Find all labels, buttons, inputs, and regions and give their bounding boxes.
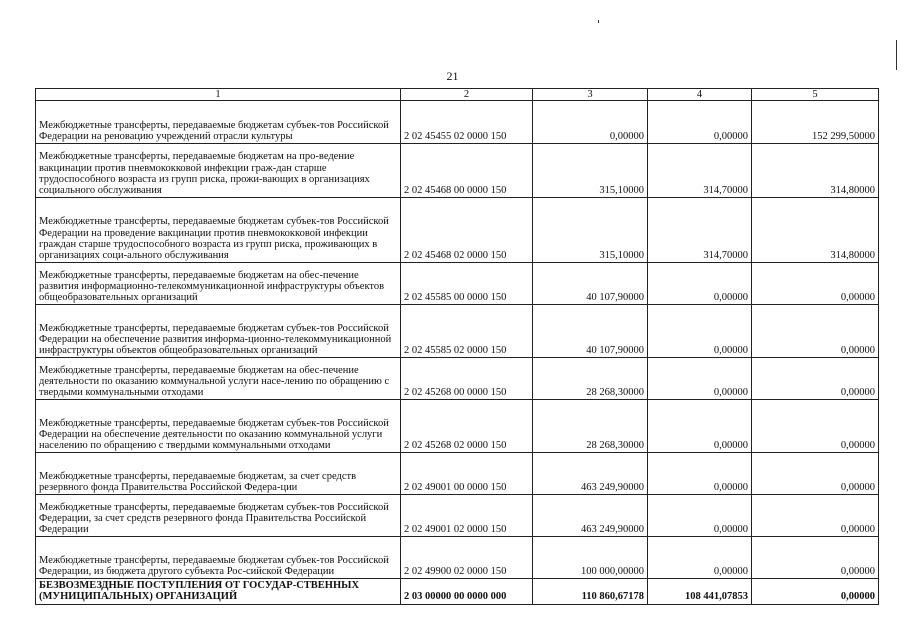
row-value-col5-cell: 314,80000	[752, 198, 879, 263]
scan-edge-mark	[598, 20, 599, 23]
row-code-cell: 2 02 45585 02 0000 150	[401, 305, 533, 358]
row-value-col4-cell: 0,00000	[648, 101, 752, 144]
row-value-col3-cell: 28 268,30000	[533, 358, 648, 400]
row-name-cell: Межбюджетные трансферты, передаваемые бюджетам субъек-тов Российской Федерации на проведение вакцинации против пневмококковой инфекции граждан старше трудоспособного возраста из групп риска, проживающих в организациях соци-ального обслуживания	[36, 198, 401, 263]
row-code-cell: 2 02 49900 02 0000 150	[401, 537, 533, 579]
row-code-cell: 2 02 45268 00 0000 150	[401, 358, 533, 400]
row-value-col3-cell: 315,10000	[533, 198, 648, 263]
table-row	[36, 537, 879, 579]
row-value-col5-cell: 0,00000	[752, 579, 879, 604]
row-code-cell: 2 02 49001 02 0000 150	[401, 495, 533, 537]
row-value-col3-cell: 0,00000	[533, 101, 648, 144]
row-value-col3-cell: 28 268,30000	[533, 400, 648, 453]
row-name-cell: БЕЗВОЗМЕЗДНЫЕ ПОСТУПЛЕНИЯ ОТ ГОСУДАР-СТВЕННЫХ (МУНИЦИПАЛЬНЫХ) ОРГАНИЗАЦИЙ	[36, 579, 401, 604]
row-value-col3-cell: 315,10000	[533, 144, 648, 198]
row-value-col4-cell: 0,00000	[648, 263, 752, 305]
row-name-cell: Межбюджетные трансферты, передаваемые бюджетам субъек-тов Российской Федерации на обеспечение развития информа-ционно-телекоммуникационной инфраструктуры объектов общеобразовательных организаций	[36, 305, 401, 358]
column-header: 2	[401, 89, 533, 101]
row-value-col3-cell: 110 860,67178	[533, 579, 648, 604]
page-number: 21	[446, 69, 459, 83]
row-code-cell: 2 02 45468 00 0000 150	[401, 144, 533, 198]
row-value-col4-cell: 0,00000	[648, 305, 752, 358]
row-value-col3-cell: 100 000,00000	[533, 537, 648, 579]
total-row	[36, 579, 879, 604]
table-row	[36, 101, 879, 144]
row-value-col4-cell: 0,00000	[648, 537, 752, 579]
table-row	[36, 400, 879, 453]
row-code-cell: 2 02 49001 00 0000 150	[401, 453, 533, 495]
table-row	[36, 263, 879, 305]
table-row	[36, 198, 879, 263]
table-row	[36, 144, 879, 198]
row-value-col4-cell: 314,70000	[648, 144, 752, 198]
row-value-col4-cell: 314,70000	[648, 198, 752, 263]
column-header: 1	[36, 89, 401, 101]
row-value-col5-cell: 0,00000	[752, 400, 879, 453]
row-value-col4-cell: 108 441,07853	[648, 579, 752, 604]
row-value-col5-cell: 0,00000	[752, 537, 879, 579]
row-code-cell: 2 02 45468 02 0000 150	[401, 198, 533, 263]
row-code-cell: 2 02 45455 02 0000 150	[401, 101, 533, 144]
row-code-cell: 2 02 45268 02 0000 150	[401, 400, 533, 453]
row-name-cell: Межбюджетные трансферты, передаваемые бюджетам на обес-печение развития информационно-телекоммуникационной инфраструктуры объектов общеобразовательных организаций	[36, 263, 401, 305]
row-name-cell: Межбюджетные трансферты, передаваемые бюджетам субъек-тов Российской Федерации, за счет средств резервного фонда Правительства Российской Федерации	[36, 495, 401, 537]
row-value-col3-cell: 40 107,90000	[533, 263, 648, 305]
table-row	[36, 305, 879, 358]
row-code-cell: 2 03 00000 00 0000 000	[401, 579, 533, 604]
table-row	[36, 453, 879, 495]
row-value-col4-cell: 0,00000	[648, 400, 752, 453]
row-value-col3-cell: 463 249,90000	[533, 453, 648, 495]
row-name-cell: Межбюджетные трансферты, передаваемые бюджетам на про-ведение вакцинации против пневмококковой инфекции граж-дан старше трудоспособного возраста из групп риска, прожи-вающих в организациях социального обслуживания	[36, 144, 401, 198]
table-row	[36, 495, 879, 537]
row-name-cell: Межбюджетные трансферты, передаваемые бюджетам субъек-тов Российской Федерации на реновацию учреждений отрасли культуры	[36, 101, 401, 144]
row-code-cell: 2 02 45585 00 0000 150	[401, 263, 533, 305]
column-header: 4	[648, 89, 752, 101]
scan-edge-mark	[896, 40, 897, 70]
budget-table	[35, 88, 879, 605]
row-value-col5-cell: 152 299,50000	[752, 101, 879, 144]
budget-table-body	[36, 89, 879, 605]
row-value-col5-cell: 0,00000	[752, 358, 879, 400]
table-row	[36, 358, 879, 400]
row-value-col5-cell: 0,00000	[752, 263, 879, 305]
row-name-cell: Межбюджетные трансферты, передаваемые бюджетам субъек-тов Российской Федерации на обеспечение деятельности по оказанию коммунальной услуги населению по обращению с твердыми коммунальными отходами	[36, 400, 401, 453]
column-header: 3	[533, 89, 648, 101]
row-value-col5-cell: 314,80000	[752, 144, 879, 198]
column-header: 5	[752, 89, 879, 101]
row-value-col3-cell: 40 107,90000	[533, 305, 648, 358]
row-name-cell: Межбюджетные трансферты, передаваемые бюджетам, за счет средств резервного фонда Правительства Российской Федера-ции	[36, 453, 401, 495]
row-value-col4-cell: 0,00000	[648, 453, 752, 495]
row-name-cell: Межбюджетные трансферты, передаваемые бюджетам субъек-тов Российской Федерации, из бюджета другого субъекта Рос-сийской Федерации	[36, 537, 401, 579]
row-value-col3-cell: 463 249,90000	[533, 495, 648, 537]
row-value-col5-cell: 0,00000	[752, 453, 879, 495]
row-name-cell: Межбюджетные трансферты, передаваемые бюджетам на обес-печение деятельности по оказанию коммунальной услуги насе-лению по обращению с твердыми коммунальными отходами	[36, 358, 401, 400]
row-value-col5-cell: 0,00000	[752, 495, 879, 537]
row-value-col5-cell: 0,00000	[752, 305, 879, 358]
row-value-col4-cell: 0,00000	[648, 358, 752, 400]
row-value-col4-cell: 0,00000	[648, 495, 752, 537]
header-row	[36, 89, 879, 101]
